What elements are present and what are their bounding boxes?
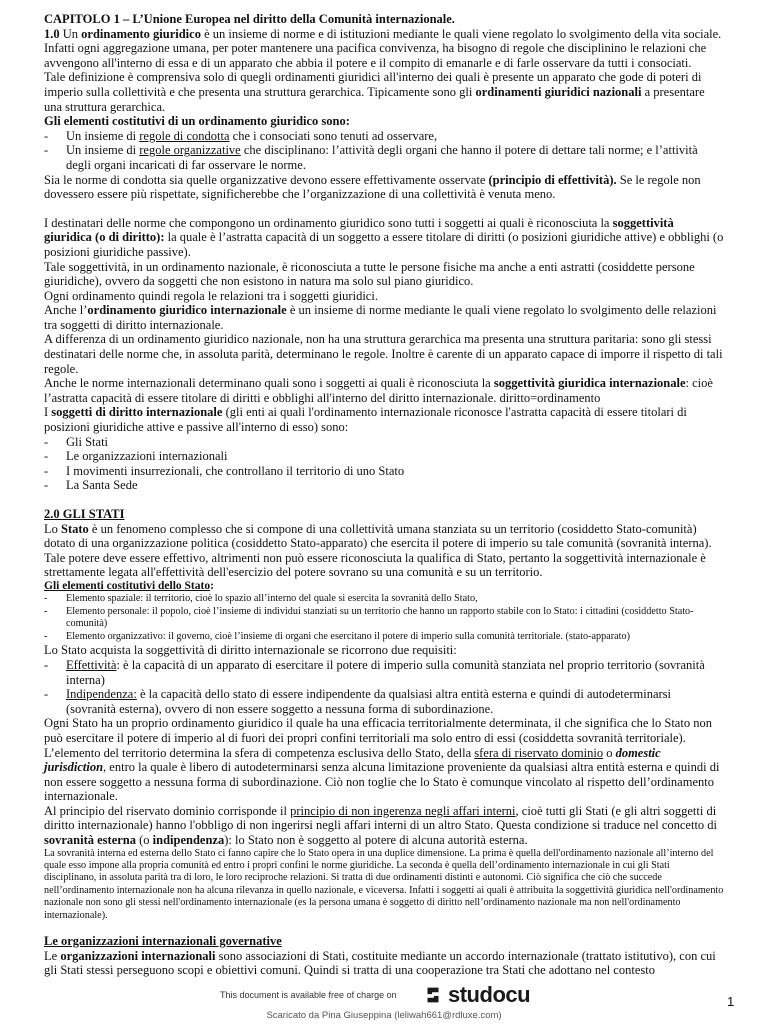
paragraph-destinatari bbox=[44, 216, 724, 260]
paragraph-territoriale: Ogni Stato ha un proprio ordinamento giuridico il quale ha una efficacia territorialmente determinata, il che significa che lo Stato non può esercitare il potere di imperio al di fuori dei propri confini territoriali ma solo entro di essi (cosiddetta sovranità territoriale). bbox=[44, 716, 712, 745]
term-ordinamenti-nazionali: ordinamenti giuridici nazionali bbox=[475, 84, 642, 99]
download-note: Scaricato da Pina Giuseppina (leliwah661@rdluxe.com) bbox=[266, 1010, 502, 1021]
text-run: o bbox=[603, 745, 616, 760]
stato-elements-heading bbox=[44, 580, 724, 593]
text-run: Le bbox=[44, 948, 61, 963]
text-run: è un fenomeno complesso che si compone di una collettività umana stanziata su un territorio (cosiddetto Stato-comunità) dotato di una organizzazione politica (cosiddetto Stato-apparato) che esercita il potere di imperio su tale comunità (sovranità interna). Tale potere deve essere effettivo, altrimenti non può essere riconosciuta la qualifica di Stato, pertanto la soggettività internazionale è strettamente legata all'effettività dell'esercizio del potere sovrano su una comunità e su un territorio. bbox=[44, 521, 712, 580]
text-run: che i consociati sono tenuti ad osservare, bbox=[229, 128, 438, 143]
text-run: Un bbox=[59, 26, 82, 41]
term-ordinamento: ordinamento giuridico bbox=[81, 26, 201, 41]
text-run: Anche l’ bbox=[44, 303, 88, 318]
text-run: Gli elementi costitutivi dello Stato bbox=[44, 579, 211, 592]
paragraph-relazioni: Ogni ordinamento quindi regola le relazioni tra i soggetti giuridici. bbox=[44, 288, 378, 303]
spacer bbox=[44, 922, 724, 928]
text-run: è un insieme di norme mediante le quali viene regolato lo svolgimento delle relazioni tra soggetti di diritto internazionale. bbox=[44, 303, 717, 332]
elements-heading: Gli elementi costitutivi di un ordinamento giuridico sono: bbox=[44, 114, 350, 129]
text-run: all’interno del quale si esercita la sovranità dello Stato, bbox=[253, 592, 478, 604]
list-item bbox=[44, 687, 724, 716]
term-regole-condotta: regole di condotta bbox=[139, 128, 230, 143]
term-ordinamento-internazionale: ordinamento giuridico internazionale bbox=[87, 303, 287, 318]
paragraph-small-note: La sovranità interna ed esterna dello Stato ci fanno capire che lo Stato opera in una duplice dimensione. La prima è quella dell'ordinamento nazionale all’interno del quale esso impone alla propria comunità ed entro i propri confini le norme giuridiche. La seconda è quella dell’ordinamento internazionale in cui gli Stati disciplinano, in assoluta parità tra di loro, le loro reciproche relazioni. Si tratta di due ordinamenti distinti e autonomi. Ciò significa che ciò che succede nell’ordinamento internazionale non ha alcuna rilevanza in quello nazionale, e viceversa. Infatti i soggetti ai quali è attribuita la soggettività giuridica nell'ordinamento nazionale non sono gli stessi nell'ordinamento internazionale (es la persona umana è soggetto di diritto nell’ordinamento nazionale ma non nell'ordinamento internazionale). bbox=[44, 847, 724, 921]
subjects-list bbox=[44, 435, 724, 493]
term-soggetti-diritto: soggetti di diritto internazionale bbox=[51, 405, 223, 420]
text-run: Anche le norme internazionali determinano quali sono i soggetti ai quali è riconosciuta la bbox=[44, 376, 494, 391]
paragraph-riservato-dominio bbox=[44, 746, 724, 804]
text-run: Sia le norme di condotta sia quelle organizzative devono essere effettivamente osservate bbox=[44, 172, 489, 187]
text-run: ): lo Stato non è soggetto al potere di alcuna autorità esterna. bbox=[224, 833, 528, 848]
term-non-ingerenza: principio di non ingerenza negli affari interni bbox=[290, 803, 516, 818]
term-indipendenza: Indipendenza: bbox=[66, 687, 137, 702]
term-soggettivita-internazionale: soggettività giuridica internazionale bbox=[493, 376, 686, 391]
chapter-title: CAPITOLO 1 – L’Unione Europea nel diritto della Comunità internazionale. bbox=[44, 12, 455, 26]
text-run: è la capacità dello stato di essere indipendente da qualsiasi altra entità esterna e quindi di autodeterminarsi (sovranità esterna), ovvero di non essere soggetto a nessuna forma di subordinazione. bbox=[66, 687, 671, 716]
paragraph-hierarchy bbox=[44, 70, 724, 114]
paragraph-soggetti bbox=[44, 405, 724, 434]
text-run: Se le regole non dovessero essere più rispettate, significherebbe che l’organizzazione di una collettività è venuta meno. bbox=[44, 172, 701, 202]
list-item bbox=[44, 143, 724, 172]
term-sovranita-esterna: sovranità esterna bbox=[44, 833, 136, 848]
term-soggettivita: soggettività giuridica (o di diritto): bbox=[44, 215, 674, 245]
text-run: Un insieme di bbox=[66, 143, 140, 158]
studocu-logo[interactable] bbox=[422, 982, 530, 1008]
text-run: stato-apparato) bbox=[568, 630, 630, 642]
text-run: (o bbox=[136, 833, 153, 848]
text-run: Elemento organizzativo: il governo, cioè l’insieme di organi che esercitano il potere di imperio sulla comunità territoriale. ( bbox=[66, 630, 569, 642]
term-indipendenza: indipendenza bbox=[152, 833, 225, 848]
document-page bbox=[44, 12, 724, 978]
list-item bbox=[44, 658, 724, 687]
paragraph-soggettivita-internazionale bbox=[44, 376, 724, 405]
availability-note: This document is available free of charge on bbox=[220, 990, 397, 1000]
text-run: , cioè tutti gli Stati (e gli altri soggetti di diritto internazionale) hanno l'obbligo di non ingerirsi negli affari interni di un altro Stato. Questa condizione si traduce nel concetto di bbox=[44, 803, 718, 833]
paragraph-persone: Tale soggettività, in un ordinamento nazionale, è riconosciuta a tutte le persone fisiche ma anche a enti astratti (cosiddette persone giuridiche), ovvero da soggetti che non esistono in natura ma solo sul piano giuridico. bbox=[44, 259, 695, 289]
text-run: Al principio del riservato dominio corrisponde il bbox=[44, 803, 291, 818]
page-number: 1 bbox=[727, 994, 735, 1009]
text-run: sono associazioni di Stati, costituite mediante un accordo internazionale (trattato istitutivo), con cui gli Stati stessi perseguono scopi e obiettivi comuni. Quindi si tratta di una cooperazione tra Stati che adottano nel contesto bbox=[44, 948, 716, 978]
spacer bbox=[44, 202, 724, 216]
text-run: è un insieme di norme e di istituzioni mediante le quali viene regolato lo svolgimento della vita sociale. Infatti ogni aggregazione umana, per poter mantenere una pacifica convivenza, ha bisogno di regole che disciplinino le relazioni che avvengono all'interno di essa e di un apparato che abbia il potere e il compito di emanarle e di farle osservare da tutti i consociati. bbox=[44, 26, 722, 70]
list-item: - Le organizzazioni internazionali bbox=[44, 449, 724, 464]
list-item: - Elemento personale: il popolo, cioè l’insieme di individui stanziati su un territorio che hanno un rapporto stabile con lo Stato: i cittadini (cosiddetto Stato-comunità) bbox=[44, 606, 724, 631]
list-item bbox=[44, 593, 724, 606]
text-run: : bbox=[210, 579, 214, 592]
text-run: Tale definizione è comprensiva solo di quegli ordinamenti giuridici all'interno dei quali è presente un apparato che gode di poteri di imperio sulla collettività e che presenta una struttura gerarchica. Tipicamente sono gli bbox=[44, 70, 702, 99]
elements-list bbox=[44, 129, 724, 173]
text-run: : è la capacità di un apparato di esercitare il potere di imperio sulla comunità stanziata nel proprio territorio (sovranità interna) bbox=[66, 657, 705, 687]
list-item bbox=[44, 631, 724, 644]
paragraph-effettivita bbox=[44, 173, 724, 202]
paragraph-internazionale bbox=[44, 303, 724, 332]
section-heading-stati: 2.0 GLI STATI bbox=[44, 507, 125, 521]
term-stato: Stato bbox=[61, 521, 89, 536]
paragraph-stato bbox=[44, 522, 724, 580]
text-run: Elemento spaziale: il territorio, cioè lo spazio bbox=[66, 592, 254, 604]
section-heading-organizzazioni: Le organizzazioni internazionali governative bbox=[44, 934, 282, 949]
text-run: che disciplinano: l’attività degli organi che hanno il potere di dettare tali norme; e l’attività degli organi incaricati di far osservare le norme. bbox=[66, 143, 698, 172]
list-item: - I movimenti insurrezionali, che controllano il territorio di uno Stato bbox=[44, 464, 724, 479]
text-run: , entro la quale è libero di autodeterminarsi senza alcuna limitazione proveniente da qualsiasi altra entità esterna e quindi di non essere soggetto a nessuna forma di subordinazione. Ciò non toglie che lo Stato è comunque vincolato al rispetto dell’ordinamento internazionale. bbox=[44, 760, 720, 804]
paragraph-definition bbox=[44, 27, 724, 71]
spacer bbox=[44, 493, 724, 507]
brand-name: studocu bbox=[448, 982, 531, 1007]
stato-elements-list bbox=[44, 593, 724, 643]
term-organizzazioni: organizzazioni internazionali bbox=[60, 948, 216, 963]
paragraph-non-ingerenza bbox=[44, 804, 724, 848]
text-run: a presentare una struttura gerarchica. bbox=[44, 84, 705, 114]
text-run: L’elemento del territorio determina la sfera di competenza esclusiva dello Stato, della bbox=[44, 745, 475, 760]
text-run: I destinatari delle norme che compongono un ordinamento giuridico sono tutti i soggetti ai quali è riconosciuta la bbox=[44, 215, 613, 230]
term-effettivita: Effettività bbox=[66, 657, 117, 672]
paragraph-paritaria: A differenza di un ordinamento giuridico nazionale, non ha una struttura gerarchica ma presenta una struttura paritaria: sono gli stessi destinatari delle norme che, in assoluta parità, determinano le regole. Inoltre è carente di un apparato capace di imporre il rispetto di tali regole. bbox=[44, 332, 723, 376]
term-domestic-jurisdiction: domestic jurisdiction bbox=[44, 745, 661, 775]
section-number: 1.0 bbox=[44, 26, 60, 41]
text-run: Lo bbox=[44, 521, 62, 536]
list-item: - La Santa Sede bbox=[44, 478, 724, 493]
term-principio-effettivita: (principio di effettività). bbox=[488, 172, 617, 187]
text-run: I bbox=[44, 405, 52, 420]
list-item bbox=[44, 129, 724, 144]
page-footer bbox=[0, 980, 768, 1024]
text-run: Un insieme di bbox=[66, 128, 140, 143]
text-run: la quale è l’astratta capacità di un soggetto a essere titolare di diritti (o posizioni giuridiche attive) e obblighi (o posizioni giuridiche passive). bbox=[44, 230, 724, 259]
text-run: (gli enti ai quali l'ordinamento internazionale riconosce l'astratta capacità di essere titolari di posizioni giuridiche attive e passive all'interno di esso) sono: bbox=[44, 405, 687, 435]
list-item: - Gli Stati bbox=[44, 435, 724, 450]
requirements-list bbox=[44, 658, 724, 716]
paragraph-requisiti: Lo Stato acquista la soggettività di diritto internazionale se ricorrono due requisiti: bbox=[44, 643, 457, 658]
term-riservato-dominio: sfera di riservato dominio bbox=[474, 745, 604, 760]
studocu-logo-icon bbox=[422, 984, 444, 1006]
paragraph-organizzazioni bbox=[44, 949, 724, 978]
text-run: : cioè l’astratta capacità di essere titolare di diritti e obblighi all'interno del diritto internazionale. diritto=ordinamento bbox=[44, 376, 713, 405]
term-regole-organizzative: regole organizzative bbox=[139, 143, 241, 158]
